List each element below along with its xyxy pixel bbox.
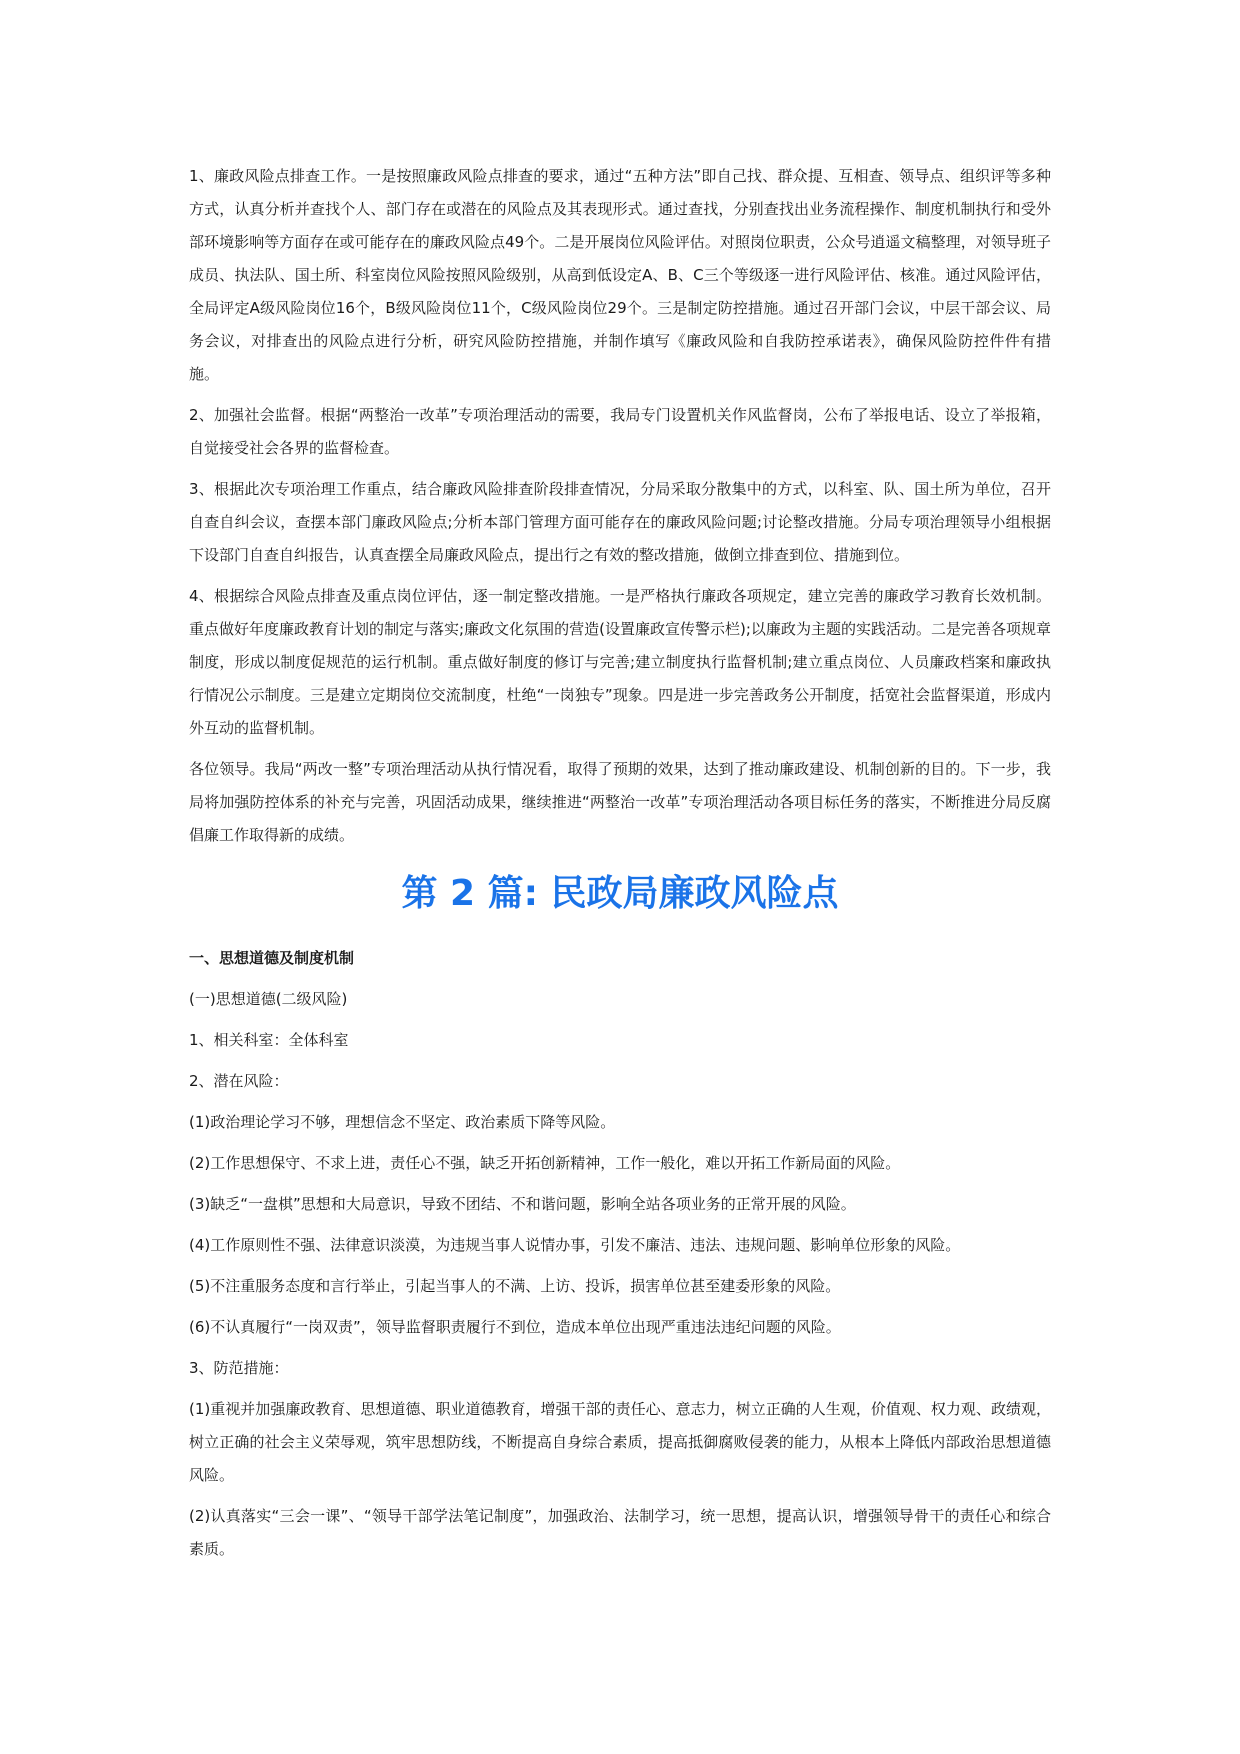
paragraph-self-inspection: 3、根据此次专项治理工作重点，结合廉政风险排查阶段排查情况，分局采取分散集中的方式，以科室、队、国土所为单位，召开自查自纠会议，查摆本部门廉政风险点;分析本部门管理方面可能存在的廉政风险问题;讨论整改措施。分局专项治理领导小组根据下设部门自查自纠报告，认真查摆全局廉政风险点，提出行之有效的整改措施，做倒立排查到位、措施到位。 [189, 480, 1051, 564]
risk-item: (3)缺乏“一盘棋”思想和大局意识，导致不团结、不和谐问题，影响全站各项业务的正常开展的风险。 [189, 1195, 856, 1213]
paragraph-social-supervision: 2、加强社会监督。根据“两整治一改革”专项治理活动的需要，我局专门设置机关作风监督岗，公布了举报电话、设立了举报箱，自觉接受社会各界的监督检查。 [189, 406, 1051, 457]
measure-item: (1)重视并加强廉政教育、思想道德、职业道德教育，增强干部的责任心、意志力，树立正确的人生观，价值观、权力观、政绩观，树立正确的社会主义荣辱观，筑牢思想防线，不断提高自身综合素质，提高抵御腐败侵袭的能力，从根本上降低内部政治思想道德风险。 [189, 1400, 1051, 1484]
document-page [189, 160, 1051, 1574]
risk-item: (4)工作原则性不强、法律意识淡漠，为违规当事人说情办事，引发不廉洁、违法、违规问题、影响单位形象的风险。 [189, 1236, 961, 1254]
paragraph-risk-investigation: 1、廉政风险点排查工作。一是按照廉政风险点排查的要求，通过“五种方法”即自己找、群众提、互相查、领导点、组织评等多种方式，认真分析并查找个人、部门存在或潜在的风险点及其表现形式。通过查找，分别查找出业务流程操作、制度机制执行和受外部环境影响等方面存在或可能存在的廉政风险点49个。二是开展岗位风险评估。对照岗位职责，公众号逍遥文稿整理，对领导班子成员、执法队、国土所、科室岗位风险按照风险级别，从高到低设定A、B、C三个等级逐一进行风险评估、核准。通过风险评估，全局评定A级风险岗位16个，B级风险岗位11个，C级风险岗位29个。三是制定防控措施。通过召开部门会议，中层干部会议、局务会议，对排查出的风险点进行分析，研究风险防控措施，并制作填写《廉政风险和自我防控承诺表》，确保风险防控件件有措施。 [189, 167, 1051, 383]
risk-item: (6)不认真履行“一岗双责”，领导监督职责履行不到位，造成本单位出现严重违法违纪问题的风险。 [189, 1318, 841, 1336]
risk-item: (5)不注重服务态度和言行举止，引起当事人的不满、上访、投诉，损害单位甚至建委形象的风险。 [189, 1277, 841, 1295]
text-line: 2、潜在风险： [189, 1072, 289, 1090]
measure-item: (2)认真落实“三会一课”、“领导干部学法笔记制度”，加强政治、法制学习，统一思想，提高认识，增强领导骨干的责任心和综合素质。 [189, 1507, 1051, 1558]
risk-item: (1)政治理论学习不够，理想信念不坚定、政治素质下降等风险。 [189, 1113, 616, 1131]
text-line: (一)思想道德(二级风险) [189, 990, 348, 1008]
paragraph-rectification-measures: 4、根据综合风险点排查及重点岗位评估，逐一制定整改措施。一是严格执行廉政各项规定，建立完善的廉政学习教育长效机制。重点做好年度廉政教育计划的制定与落实;廉政文化氛围的营造(设置廉政宣传警示栏);以廉政为主题的实践活动。二是完善各项规章制度，形成以制度促规范的运行机制。重点做好制度的修订与完善;建立制度执行监督机制;建立重点岗位、人员廉政档案和廉政执行情况公示制度。三是建立定期岗位交流制度，杜绝“一岗独专”现象。四是进一步完善政务公开制度，括宽社会监督渠道，形成内外互动的监督机制。 [189, 587, 1051, 737]
text-line: 3、防范措施： [189, 1359, 289, 1377]
paragraph-conclusion: 各位领导。我局“两改一整”专项治理活动从执行情况看，取得了预期的效果，达到了推动廉政建设、机制创新的目的。下一步，我局将加强防控体系的补充与完善，巩固活动成果，继续推进“两整治一改革”专项治理活动各项目标任务的落实，不断推进分局反腐倡廉工作取得新的成绩。 [189, 760, 1051, 844]
risk-item: (2)工作思想保守、不求上进，责任心不强，缺乏开拓创新精神，工作一般化，难以开拓工作新局面的风险。 [189, 1154, 901, 1172]
text-line: 1、相关科室：全体科室 [189, 1031, 349, 1049]
article-title: 第 2 篇: 民政局廉政风险点 [401, 873, 839, 914]
section-heading: 一、思想道德及制度机制 [189, 949, 355, 967]
